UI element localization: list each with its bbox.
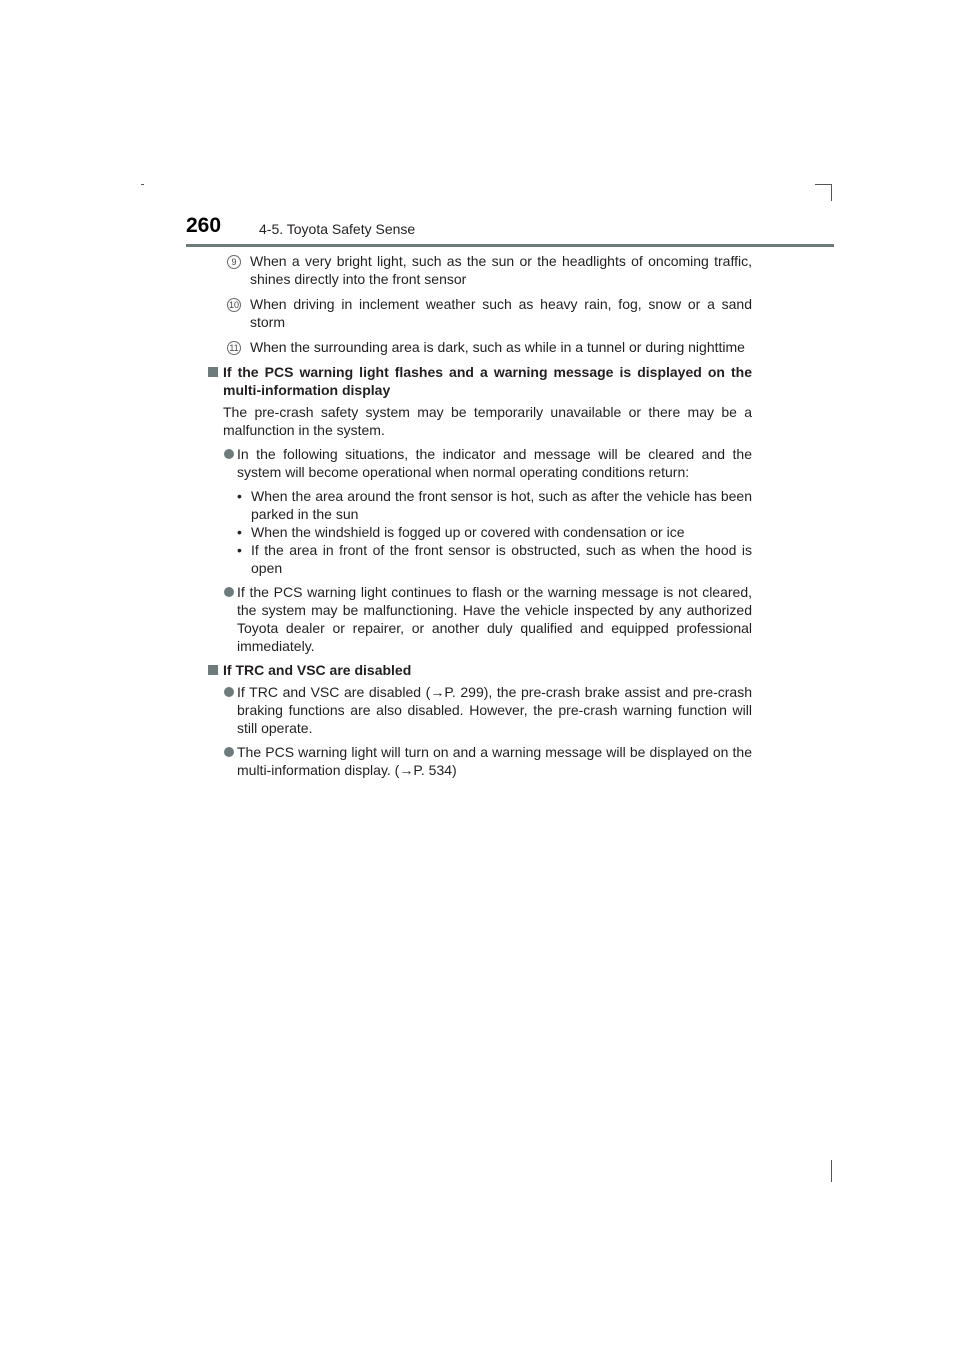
- crop-mark: [141, 184, 144, 185]
- sub-list-item-text: If the area in front of the front sensor is obstructed, such as when the hood is open: [251, 542, 752, 576]
- bullet-point-text: If the PCS warning light continues to flash or the warning message is not cleared, the system may be malfunctioning. Have the vehicle inspected by any authorized Toyota dealer or repairer, or another duly qualified and equipped professional immediately.: [237, 584, 752, 654]
- dot-bullet-icon: •: [237, 524, 242, 540]
- crop-mark: [831, 184, 832, 201]
- numbered-item-text: When a very bright light, such as the sun or the headlights of oncoming traffic, shines directly into the front sensor: [250, 253, 752, 287]
- dot-bullet-icon: •: [237, 542, 242, 558]
- round-bullet-icon: [224, 449, 234, 459]
- dot-bullet-icon: •: [237, 488, 242, 504]
- sub-list-item: [207, 487, 752, 523]
- header-rule: [186, 244, 834, 247]
- section-heading-text: If TRC and VSC are disabled: [223, 662, 412, 678]
- section-heading-text: If the PCS warning light flashes and a warning message is displayed on the multi-information display: [223, 364, 752, 398]
- square-bullet-icon: [208, 665, 218, 675]
- circled-number: 9: [227, 255, 241, 269]
- section-heading: [207, 661, 752, 679]
- bullet-point-text: The PCS warning light will turn on and a warning message will be displayed on the multi-information display. (→P. 534): [237, 744, 752, 778]
- page-content: [207, 252, 752, 785]
- sub-list-item-text: When the windshield is fogged up or covered with condensation or ice: [251, 524, 685, 540]
- numbered-item: [207, 295, 752, 331]
- bullet-point: [207, 583, 752, 655]
- numbered-item-text: When the surrounding area is dark, such as while in a tunnel or during nighttime: [250, 339, 745, 355]
- round-bullet-icon: [224, 587, 234, 597]
- page-header: [186, 214, 834, 248]
- bullet-point: [207, 445, 752, 481]
- sub-list-item-text: When the area around the front sensor is hot, such as after the vehicle has been parked in the sun: [251, 488, 752, 522]
- section-title: 4-5. Toyota Safety Sense: [259, 221, 416, 237]
- page-number: 260: [186, 214, 222, 237]
- bullet-point: [207, 743, 752, 779]
- round-bullet-icon: [224, 747, 234, 757]
- sub-list: [207, 487, 752, 577]
- circled-number: 11: [227, 341, 241, 355]
- numbered-item: [207, 252, 752, 288]
- sub-list-item: [207, 541, 752, 577]
- paragraph: The pre-crash safety system may be temporarily unavailable or there may be a malfunction in the system.: [223, 404, 752, 438]
- numbered-item-text: When driving in inclement weather such as heavy rain, fog, snow or a sand storm: [250, 296, 752, 330]
- bullet-point: [207, 683, 752, 737]
- section-heading: [207, 363, 752, 399]
- circled-number: 10: [228, 300, 239, 310]
- crop-mark: [831, 1160, 832, 1182]
- bullet-point-text: If TRC and VSC are disabled (→P. 299), the pre-crash brake assist and pre-crash braking functions are also disabled. However, the pre-crash warning function will still operate.: [237, 684, 752, 736]
- sub-list-item: [207, 523, 752, 541]
- round-bullet-icon: [224, 687, 234, 697]
- bullet-point-text: In the following situations, the indicator and message will be cleared and the system will become operational when normal operating conditions return:: [237, 446, 752, 480]
- numbered-item: [207, 338, 752, 356]
- crop-mark: [815, 184, 832, 185]
- square-bullet-icon: [208, 367, 218, 377]
